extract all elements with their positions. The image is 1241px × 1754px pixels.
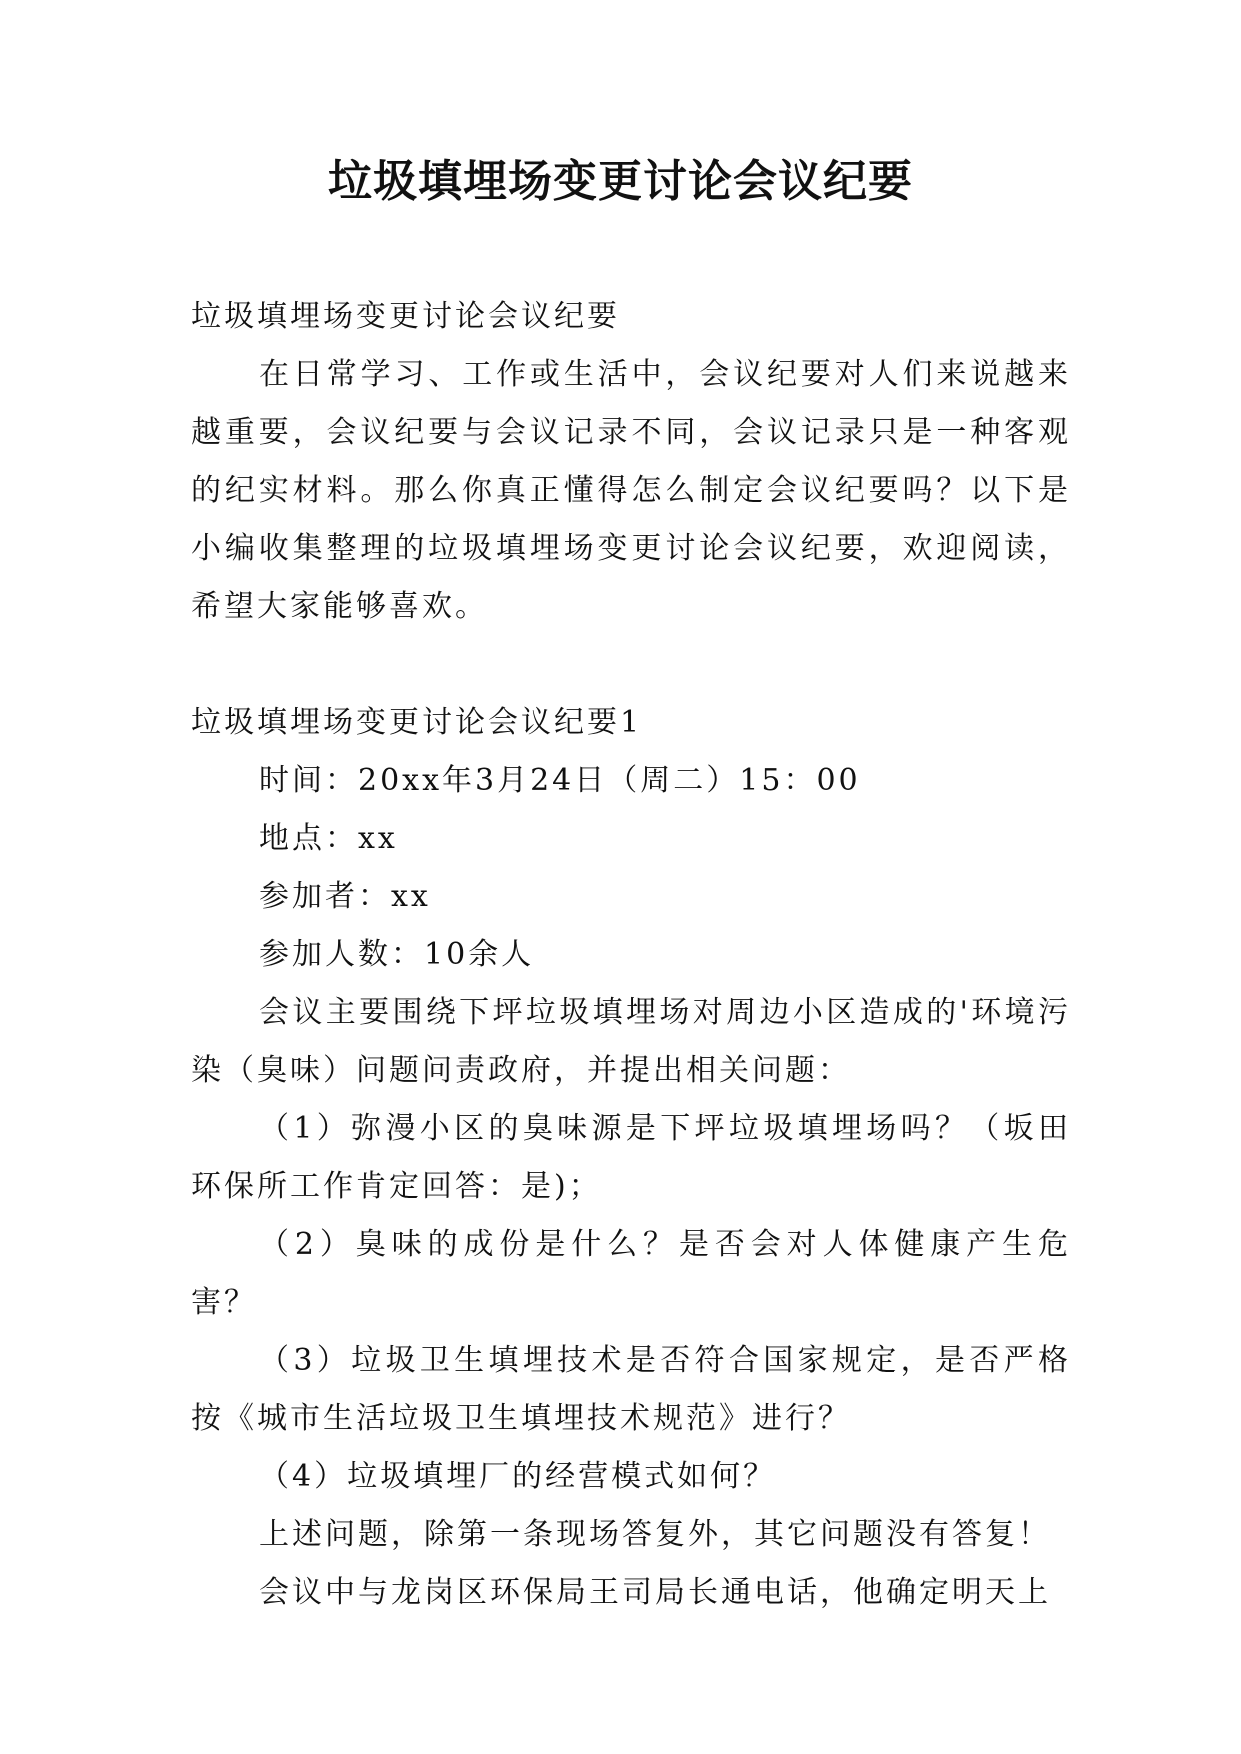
meeting-participant-count: 参加人数：10余人 bbox=[259, 937, 535, 972]
question-item-4: （4）垃圾填埋厂的经营模式如何？ bbox=[259, 1459, 777, 1494]
document-title: 垃圾填埋场变更讨论会议纪要 bbox=[328, 156, 913, 207]
meeting-place: 地点：xx bbox=[259, 821, 398, 856]
section-heading: 垃圾填埋场变更讨论会议纪要1 bbox=[191, 705, 643, 740]
meeting-participants: 参加者：xx bbox=[259, 879, 431, 914]
main-topic-paragraph: 会议主要围绕下坪垃圾填埋场对周边小区造成的'环境污染（臭味）问题问责政府，并提出相关问题： bbox=[191, 995, 1071, 1088]
question-item-3: （3）垃圾卫生填埋技术是否符合国家规定，是否严格按《城市生活垃圾卫生填埋技术规范》进行？ bbox=[191, 1343, 1071, 1436]
meeting-time: 时间：20xx年3月24日（周二）15：00 bbox=[259, 763, 861, 798]
document-subtitle: 垃圾填埋场变更讨论会议纪要 bbox=[191, 299, 620, 334]
paragraph-spacer bbox=[191, 636, 1071, 694]
last-line-paragraph: 会议中与龙岗区环保局王司局长通电话，他确定明天上 bbox=[259, 1575, 1051, 1610]
intro-paragraph: 在日常学习、工作或生活中，会议纪要对人们来说越来越重要，会议纪要与会议记录不同，会议记录只是一种客观的纪实材料。那么你真正懂得怎么制定会议纪要吗？以下是小编收集整理的垃圾填埋场变更讨论会议纪要，欢迎阅读，希望大家能够喜欢。 bbox=[191, 357, 1071, 624]
summary-paragraph: 上述问题，除第一条现场答复外，其它问题没有答复！ bbox=[259, 1517, 1051, 1552]
document-body bbox=[191, 288, 1071, 1622]
question-item-2: （2）臭味的成份是什么？是否会对人体健康产生危害？ bbox=[191, 1227, 1071, 1320]
question-item-1: （1）弥漫小区的臭味源是下坪垃圾填埋场吗？（坂田环保所工作肯定回答：是)； bbox=[191, 1111, 1071, 1204]
